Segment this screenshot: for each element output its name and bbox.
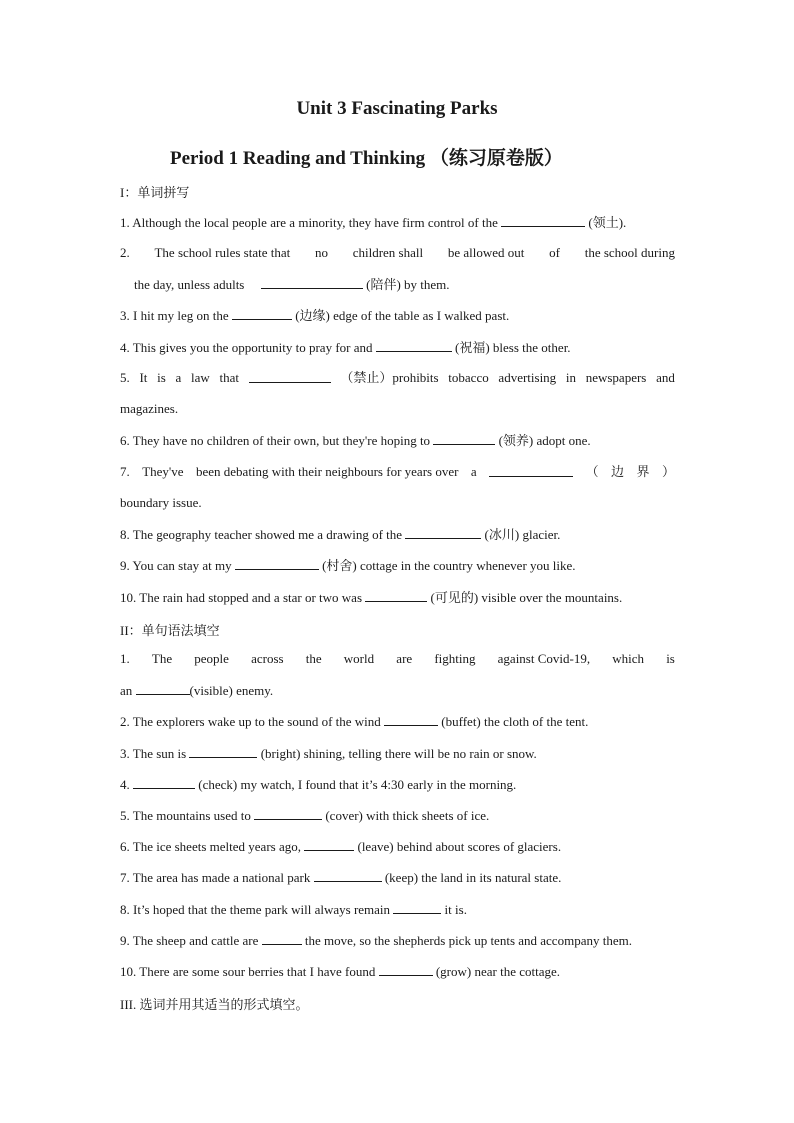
- answer-blank[interactable]: [261, 276, 363, 289]
- answer-blank[interactable]: [235, 557, 319, 570]
- question-1-2: 2. The school rules state that no children shall be allowed out of the school during: [120, 245, 675, 260]
- section-heading-grammar: II：单句语法填空: [120, 623, 220, 638]
- answer-blank[interactable]: [262, 932, 302, 945]
- answer-blank[interactable]: [433, 432, 495, 445]
- question-1-5: 5. It is a law that （禁止）prohibits tobacco advertising in newspapers and: [120, 370, 675, 385]
- document-title: Unit 3 Fascinating Parks: [296, 98, 498, 119]
- answer-blank[interactable]: [365, 589, 427, 602]
- answer-blank[interactable]: [254, 807, 322, 820]
- question-2-4: 4. (check) my watch, I found that it’s 4:30 early in the morning.: [120, 777, 517, 792]
- question-1-10: 10. The rain had stopped and a star or two was (可见的) visible over the mountains.: [120, 590, 623, 605]
- question-2-7: 7. The area has made a national park (keep) the land in its natural state.: [120, 870, 562, 885]
- answer-blank[interactable]: [189, 745, 257, 758]
- answer-blank[interactable]: [249, 370, 331, 383]
- question-2-10: 10. There are some sour berries that I have found (grow) near the cottage.: [120, 964, 561, 979]
- answer-blank[interactable]: [232, 307, 292, 320]
- answer-blank[interactable]: [405, 526, 481, 539]
- question-1-6: 6. They have no children of their own, but they're hoping to (领养) adopt one.: [120, 433, 591, 448]
- question-1-5-continued: magazines.: [120, 401, 179, 416]
- question-2-1-continued: an (visible) enemy.: [120, 683, 274, 698]
- question-2-1: 1. The people across the world are fighting against Covid-19, which is: [120, 651, 675, 666]
- question-2-9: 9. The sheep and cattle are the move, so the shepherds pick up tents and accompany them.: [120, 933, 632, 948]
- question-2-8: 8. It’s hoped that the theme park will always remain it is.: [120, 902, 467, 917]
- answer-blank[interactable]: [489, 464, 573, 477]
- question-1-1: 1. Although the local people are a minority, they have firm control of the (领土).: [120, 215, 627, 230]
- question-2-6: 6. The ice sheets melted years ago, (leave) behind about scores of glaciers.: [120, 839, 562, 854]
- answer-blank[interactable]: [304, 838, 354, 851]
- answer-blank[interactable]: [501, 214, 585, 227]
- answer-blank[interactable]: [314, 869, 382, 882]
- question-1-9: 9. You can stay at my (村舍) cottage in the country whenever you like.: [120, 558, 576, 573]
- answer-blank[interactable]: [393, 901, 441, 914]
- question-1-7: 7. They've been debating with their neighbours for years over a （ 边 界 ）: [120, 464, 675, 479]
- section-heading-spelling: I：单词拼写: [120, 185, 190, 200]
- question-1-7-continued: boundary issue.: [120, 495, 202, 510]
- question-2-5: 5. The mountains used to (cover) with thick sheets of ice.: [120, 808, 490, 823]
- question-1-4: 4. This gives you the opportunity to pray for and (祝福) bless the other.: [120, 340, 571, 355]
- answer-blank[interactable]: [136, 682, 190, 695]
- answer-blank[interactable]: [384, 713, 438, 726]
- question-2-3: 3. The sun is (bright) shining, telling there will be no rain or snow.: [120, 746, 537, 761]
- question-1-3: 3. I hit my leg on the (边缘) edge of the table as I walked past.: [120, 308, 510, 323]
- question-1-2-continued: the day, unless adults (陪伴) by them.: [134, 277, 450, 292]
- answer-blank[interactable]: [379, 963, 433, 976]
- document-subtitle: Period 1 Reading and Thinking （练习原卷版）: [170, 148, 563, 169]
- section-heading-word-choice: III. 选词并用其适当的形式填空。: [120, 997, 309, 1012]
- answer-blank[interactable]: [376, 339, 452, 352]
- question-2-2: 2. The explorers wake up to the sound of the wind (buffet) the cloth of the tent.: [120, 714, 589, 729]
- question-1-8: 8. The geography teacher showed me a drawing of the (冰川) glacier.: [120, 527, 561, 542]
- answer-blank[interactable]: [133, 776, 195, 789]
